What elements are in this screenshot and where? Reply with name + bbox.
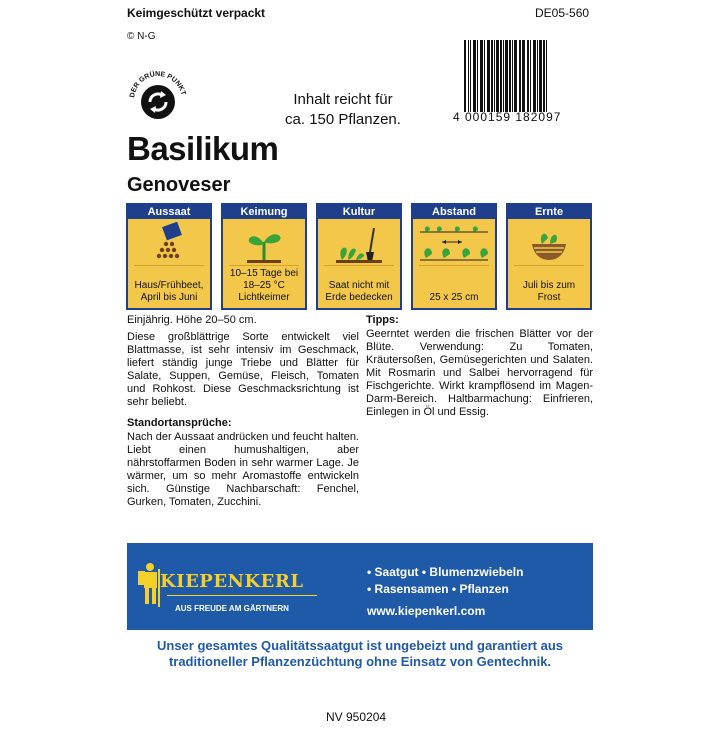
seed-packet-icon (128, 219, 210, 269)
tile-label: Ernte (508, 205, 590, 219)
barcode-bar (512, 40, 513, 112)
tile-separator (419, 265, 489, 266)
barcode-bar (468, 40, 469, 112)
tips-heading: Tipps: (366, 314, 399, 326)
quality-line-1: Unser gesamtes Qualitätssaatgut ist ungebeizt und garantiert aus (157, 638, 563, 653)
tile-keimung (221, 203, 307, 310)
tile-text: Haus/Frühbeet, April bis Juni (134, 280, 204, 303)
barcode-bar (543, 40, 545, 112)
product-range-line-2: • Rasensamen • Pflanzen (367, 582, 509, 596)
brand-slogan: AUS FREUDE AM GÄRTNERN (175, 604, 289, 613)
tile-text: Juli bis zum Frost (522, 280, 576, 303)
quantity-line-1: Inhalt reicht für (293, 91, 393, 108)
quantity-line-2: ca. 150 Pflanzen. (285, 111, 401, 128)
barcode-bar (473, 40, 476, 112)
tile-separator (514, 265, 584, 266)
barcode-bars (462, 40, 592, 112)
barcode-bar (470, 40, 471, 112)
barcode-bar (509, 40, 511, 112)
tile-text: 10–15 Tage bei 18–25 °C Lichtkeimer (229, 268, 299, 303)
tile-text: 25 x 25 cm (429, 292, 479, 303)
quality-line-2: traditioneller Pflanzenzüchtung ohne Einsatz von Gentechnik. (168, 654, 552, 669)
tile-label: Kultur (318, 205, 400, 219)
description-text: Diese großblättrige Sorte entwickelt viel Blattmasse, ist sehr intensiv im Geschmack, liefert ständig junge Triebe und Blätter für Salate, Suppen, Gemüse, Fleisch, Tomaten und Rohkost. Diese Geschmacksrichtung ist sehr beliebt. (127, 331, 359, 408)
brand-banner (127, 543, 593, 630)
tile-label: Aussaat (128, 205, 210, 219)
barcode-bar (464, 40, 466, 112)
quality-statement (127, 638, 593, 670)
product-variety: Genoveser (127, 174, 231, 196)
sprout-icon (223, 219, 305, 269)
svg-text:DER GRÜNE PUNKT: DER GRÜNE PUNKT (129, 70, 187, 99)
barcode-bar (480, 40, 483, 112)
barcode-bar (505, 40, 508, 112)
shovel-plants-icon (318, 219, 400, 269)
intro-text: Einjährig. Höhe 20–50 cm. (127, 314, 257, 326)
barcode-bar (527, 40, 529, 112)
green-dot-icon (124, 62, 192, 130)
website-link[interactable]: www.kiepenkerl.com (367, 604, 486, 618)
article-code: DE05-560 (535, 6, 590, 20)
tile-aussaat (126, 203, 212, 310)
copyright: © N-G (127, 31, 156, 42)
left-column (127, 314, 359, 509)
harvest-bowl-icon (508, 219, 590, 269)
brand-divider (167, 595, 317, 596)
barcode-bar (487, 40, 490, 112)
tile-separator (229, 265, 299, 266)
tile-label: Keimung (223, 205, 305, 219)
tile-ernte (506, 203, 592, 310)
barcode-bar (514, 40, 517, 112)
barcode-bar (546, 40, 547, 112)
barcode (462, 40, 592, 112)
nv-code: NV 950204 (326, 710, 387, 724)
barcode-bar (477, 40, 478, 112)
location-text: Nach der Aussaat andrücken und feucht halten. Liebt einen humushaltigen, aber nährstoffarmen Boden in sehr warmer Lage. Je wärmer, um so mehr Aromastoffe entwickeln sich. Günstige Nachbarschaft: Fenchel, Gurken, Tomaten, Zucchini. (127, 431, 359, 508)
right-column (366, 314, 593, 419)
barcode-bar (491, 40, 493, 112)
tile-abstand (411, 203, 497, 310)
barcode-bar (533, 40, 536, 112)
tile-separator (134, 265, 204, 266)
product-range-line-1: • Saatgut • Blumenzwiebeln (367, 565, 524, 579)
barcode-bar (500, 40, 502, 112)
packaging-note: Keimgeschützt verpackt (127, 6, 266, 20)
location-heading: Standortansprüche: (127, 417, 232, 429)
brand-name: KIEPENKERL (160, 571, 304, 592)
barcode-bar (539, 40, 542, 112)
barcode-bar (519, 40, 521, 112)
info-tiles (126, 203, 592, 310)
tile-label: Abstand (413, 205, 495, 219)
spacing-icon (413, 219, 495, 269)
tile-text: Saat nicht mit Erde bedecken (325, 280, 393, 303)
barcode-bar (537, 40, 538, 112)
barcode-bar (484, 40, 485, 112)
barcode-bar (494, 40, 495, 112)
tile-kultur (316, 203, 402, 310)
barcode-digits: 4 000159 182097 (453, 110, 562, 124)
tile-separator (324, 265, 394, 266)
product-title: Basilikum (127, 130, 279, 167)
quantity-note (268, 90, 418, 130)
barcode-bar (522, 40, 525, 112)
barcode-bar (530, 40, 531, 112)
barcode-bar (496, 40, 499, 112)
tips-text: Geerntet werden die frischen Blätter vor der Blüte. Verwendung: Zu Tomaten, Kräutersoßen, Gemüsegerichten und Salaten. Mit Rosmarin und Salbei hervorragend für Fischgerichte. Wirkt krampflösend im Magen-Darm-Bereich. Haltbarmachung: Einfrieren, Einlegen in Öl und Essig. (366, 328, 593, 418)
barcode-bar (503, 40, 504, 112)
